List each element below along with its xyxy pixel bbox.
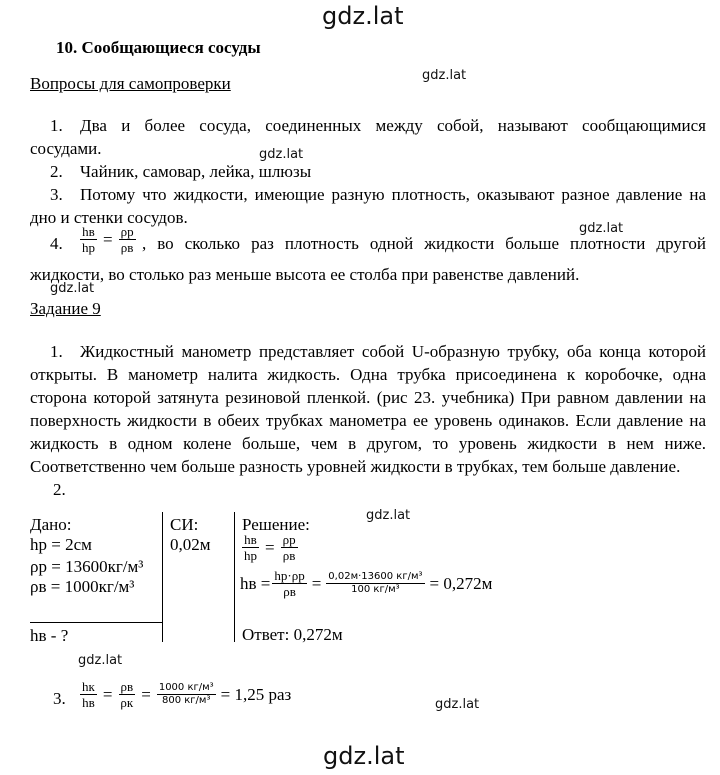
equals-sign: = — [103, 229, 113, 249]
fraction-numerator: 1000 кг/м³ — [158, 682, 214, 693]
fraction-denominator: ρв — [120, 240, 134, 255]
fraction-numerator: 0,02м·13600 кг/м³ — [328, 571, 423, 582]
fraction — [119, 224, 136, 255]
given-height-mercury: hр = 2см — [30, 535, 92, 554]
fraction — [118, 679, 135, 710]
page-title: 10. Сообщающиеся сосуды — [56, 38, 261, 57]
given-label: Дано: — [30, 515, 72, 534]
question-4-number: 4. — [50, 234, 63, 253]
question-4-text-cont: жидкости, во столько раз меньше высота ее столба при равенстве давлений. — [30, 265, 580, 284]
watermark: gdz.lat — [435, 697, 480, 712]
fraction-numerator: hв — [82, 224, 95, 239]
si-value: 0,02м — [170, 535, 211, 554]
fraction-denominator: ρв — [282, 548, 296, 563]
watermark: gdz.lat — [422, 68, 467, 83]
fraction-denominator: 100 кг/м³ — [351, 584, 400, 595]
fraction — [242, 532, 259, 563]
watermark-top: gdz.lat — [322, 2, 404, 30]
fraction-numerator: ρр — [120, 224, 134, 239]
task-3-formula — [78, 679, 291, 710]
question-1-text-cont: сосудами. — [30, 139, 102, 158]
task-3-number: 3. — [53, 689, 66, 708]
given-density-water: ρв = 1000кг/м³ — [30, 577, 135, 596]
task-1-line: открыты. В манометр налита жидкость. Одна трубка присоединена к коробочке, одна — [30, 365, 706, 384]
fraction — [80, 224, 97, 255]
question-1-text: Два и более сосуда, соединенных между собой, называют сообщающимися — [80, 116, 706, 135]
fraction — [272, 568, 306, 599]
fraction-numerator: ρр — [282, 532, 296, 547]
fraction — [281, 532, 298, 563]
fraction-numerator: hр·ρр — [274, 568, 305, 583]
watermark-bottom: gdz.lat — [323, 742, 405, 770]
fraction — [80, 679, 97, 710]
fraction-denominator: hр — [244, 548, 257, 563]
fraction — [157, 682, 216, 707]
task-1-line: сторона которой затянута резиновой пленкой. (рис 23. учебника) При равном давлении на — [30, 388, 706, 407]
equals-sign: = — [141, 684, 151, 704]
section-heading-self-check: Вопросы для самопроверки — [30, 74, 231, 93]
answer: Ответ: 0,272м — [242, 625, 343, 644]
fraction-numerator: hв — [244, 532, 257, 547]
fraction-numerator: hк — [82, 679, 95, 694]
find-height-water: hв - ? — [30, 626, 69, 645]
task-1-line: жидкость в одном колене больше, чем в другом, то уровень жидкости в нем ниже. — [30, 434, 706, 453]
equals-sign: = — [311, 573, 322, 593]
fraction — [326, 571, 424, 596]
table-divider-si — [234, 512, 235, 642]
question-2-number: 2. — [50, 162, 63, 181]
question-3-text: Потому что жидкости, имеющие разную плотность, оказывают разное давление на — [80, 185, 706, 204]
watermark: gdz.lat — [50, 281, 95, 296]
solution-formula-1 — [240, 532, 300, 563]
watermark: gdz.lat — [259, 147, 304, 162]
formula-result: = 1,25 раз — [220, 684, 292, 704]
equals-sign: = — [265, 537, 275, 557]
question-3-number: 3. — [50, 185, 63, 204]
section-heading-task-9: Задание 9 — [30, 299, 101, 318]
formula-lhs: hв = — [240, 573, 271, 593]
si-label: СИ: — [170, 515, 199, 534]
solution-formula-2 — [240, 568, 492, 599]
solution-label: Решение: — [242, 515, 310, 534]
fraction-denominator: hв — [82, 695, 95, 710]
equals-sign: = — [102, 684, 113, 704]
task-1-number: 1. — [50, 342, 63, 361]
fraction-denominator: 800 кг/м³ — [162, 695, 211, 706]
watermark: gdz.lat — [366, 508, 411, 523]
watermark: gdz.lat — [78, 653, 123, 668]
formula-result: = 0,272м — [429, 573, 493, 593]
task-1-line: Жидкостный манометр представляет собой U-образную трубку, оба конца которой — [80, 342, 706, 361]
fraction-numerator: ρв — [120, 679, 134, 694]
task-2-number: 2. — [53, 480, 66, 499]
given-density-mercury: ρр = 13600кг/м³ — [30, 557, 144, 576]
fraction-denominator: ρк — [120, 695, 134, 710]
question-1-number: 1. — [50, 116, 63, 135]
task-1-line: Соответственно чем больше разность уровней жидкости в трубках, тем больше давление. — [30, 457, 681, 476]
question-4-text: , во сколько раз плотность одной жидкости больше плотности другой — [142, 234, 706, 253]
question-3-text-cont: дно и стенки сосудов. — [30, 208, 188, 227]
question-2-text: Чайник, самовар, лейка, шлюзы — [80, 162, 312, 181]
question-4-formula — [78, 224, 138, 255]
watermark: gdz.lat — [579, 221, 624, 236]
fraction-denominator: ρв — [283, 584, 296, 599]
fraction-denominator: hр — [82, 240, 95, 255]
task-1-line: поверхность жидкости в обеих трубках манометра ее уровень одинаков. Если давление на — [30, 411, 706, 430]
